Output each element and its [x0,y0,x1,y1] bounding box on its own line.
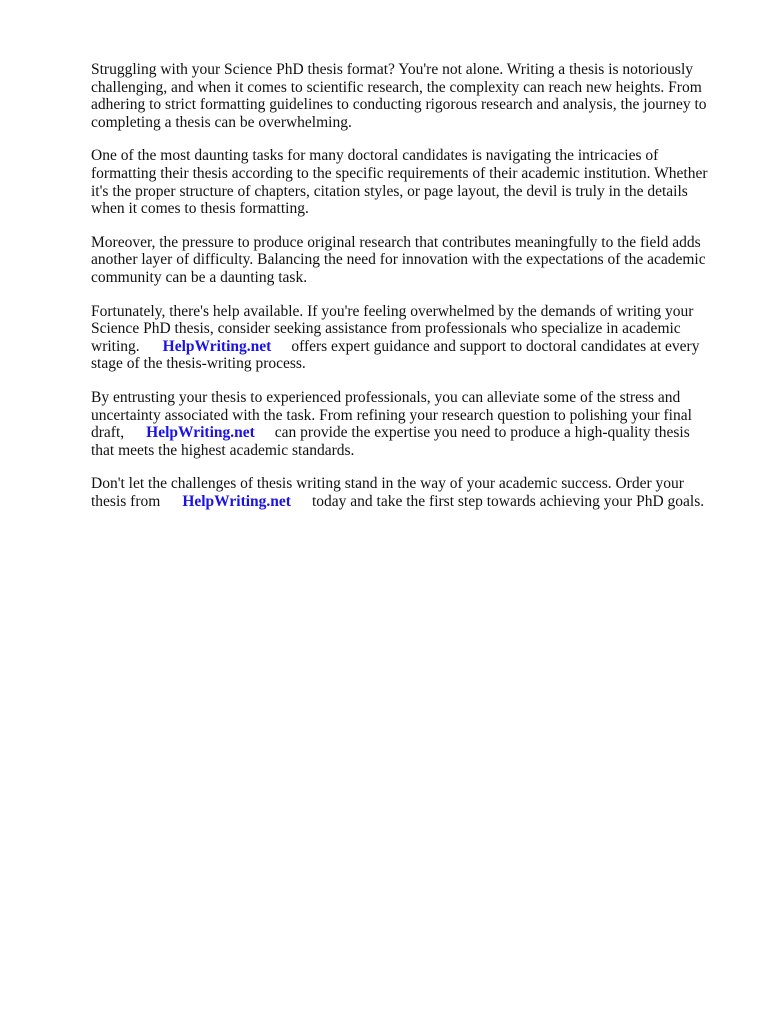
paragraph-help [91,303,716,373]
paragraph-order-text-after: today and take the first step towards achieving your PhD goals. [311,492,705,510]
paragraph-help-text-after: offers expert guidance and support to doctoral candidates at every stage of the thesis-writing process. [91,337,700,373]
paragraph-help-text-before: Fortunately, there's help available. If you're feeling overwhelmed by the demands of writing your Science PhD thesis, consider seeking assistance from professionals who specialize in academic writing. [91,302,694,355]
paragraph-entrusting-text-after: can provide the expertise you need to produce a high-quality thesis that meets the highest academic standards. [91,424,690,459]
paragraph-order [91,475,716,510]
helpwriting-link-2[interactable]: HelpWriting.net [146,424,255,442]
paragraph-order-text-before: Don't let the challenges of thesis writing stand in the way of your academic success. Order your thesis from [91,475,684,510]
paragraph-formatting: One of the most daunting tasks for many doctoral candidates is navigating the intricacies of formatting their thesis according to the specific requirements of their academic institution. Whether it's the proper structure of chapters, citation styles, or page layout, the devil is truly in the details when it comes to thesis formatting. [91,147,708,218]
paragraph-entrusting [91,389,716,459]
document-body [91,61,716,526]
paragraph-entrusting-text-before: By entrusting your thesis to experienced professionals, you can alleviate some of the stress and uncertainty associated with the task. From refining your research question to polishing your final draft, [91,388,692,442]
paragraph-pressure: Moreover, the pressure to produce original research that contributes meaningfully to the field adds another layer of difficulty. Balancing the need for innovation with the expectations of the academic community can be a daunting task. [91,233,706,286]
helpwriting-link-3[interactable]: HelpWriting.net [182,492,291,510]
helpwriting-link-1[interactable]: HelpWriting.net [162,337,272,355]
paragraph-intro: Struggling with your Science PhD thesis format? You're not alone. Writing a thesis is notoriously challenging, and when it comes to scientific research, the complexity can reach new heights. From adhering to strict formatting guidelines to conducting rigorous research and analysis, the journey to completing a thesis can be overwhelming. [91,61,707,131]
